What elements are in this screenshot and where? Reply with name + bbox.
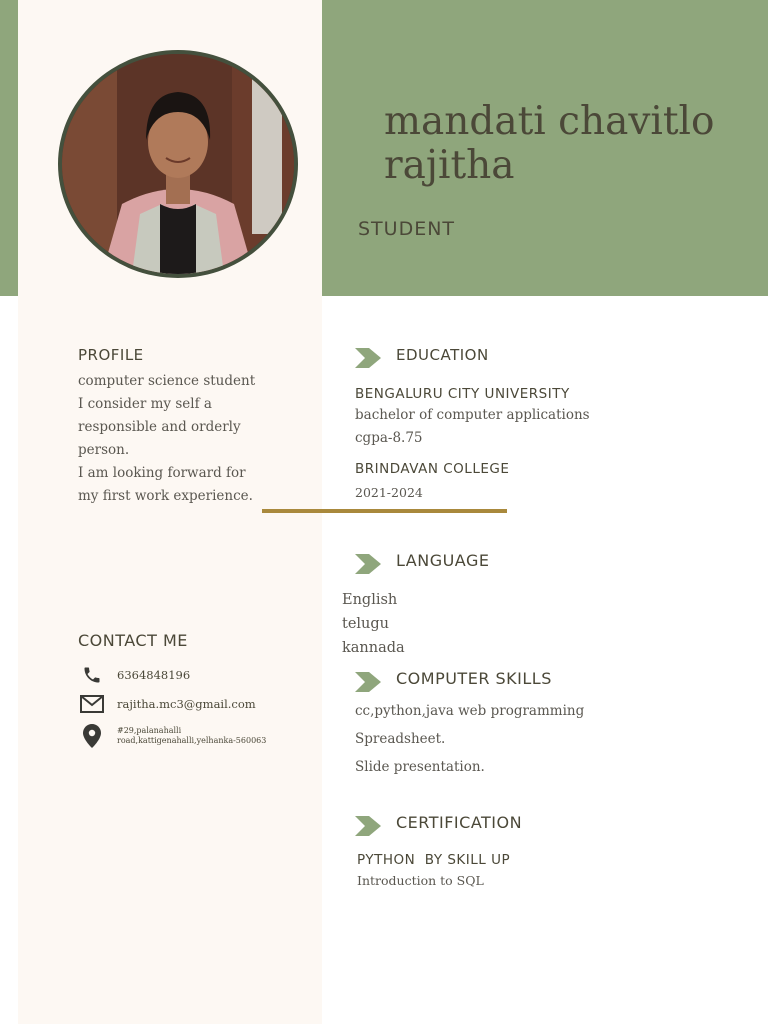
education-heading: EDUCATION <box>396 346 489 364</box>
chevron-right-icon <box>355 672 381 692</box>
university-name: BENGALURU CITY UNIVERSITY <box>355 386 570 402</box>
profile-line: computer science student <box>78 373 256 389</box>
skill-item: Slide presentation. <box>355 759 485 775</box>
skill-item: cc,python,java web programming <box>355 703 585 719</box>
profile-heading: PROFILE <box>78 346 144 364</box>
study-years: 2021-2024 <box>355 485 423 500</box>
job-title: STUDENT <box>358 218 456 240</box>
language-item: English <box>342 592 398 608</box>
full-name <box>384 100 754 188</box>
language-item: kannada <box>342 640 405 656</box>
chevron-right-icon <box>355 554 381 574</box>
divider-line <box>262 509 507 513</box>
name-line-2: rajitha <box>384 143 515 188</box>
profile-photo <box>58 50 298 278</box>
phone-number: 6364848196 <box>117 668 191 682</box>
language-heading: LANGUAGE <box>396 551 490 570</box>
certification-title: PYTHON BY SKILL UP <box>357 852 511 868</box>
profile-line: responsible and orderly <box>78 419 241 435</box>
phone-icon <box>80 663 104 687</box>
contact-email-row <box>80 692 256 716</box>
contact-heading: CONTACT ME <box>78 631 188 650</box>
certification-heading: CERTIFICATION <box>396 813 523 832</box>
chevron-right-icon <box>355 816 381 836</box>
location-pin-icon <box>80 724 104 748</box>
degree: bachelor of computer applications <box>355 407 590 423</box>
profile-text <box>78 370 255 508</box>
address-line-2: road,kattigenahalli,yelhanka-560063 <box>117 736 267 745</box>
profile-line: I consider my self a <box>78 396 212 412</box>
email-address: rajitha.mc3@gmail.com <box>117 697 256 711</box>
contact-address-row <box>80 724 287 748</box>
skills-heading: COMPUTER SKILLS <box>396 669 552 688</box>
certification-detail: Introduction to SQL <box>357 873 484 888</box>
address-line-1: #29,palanahalli <box>117 726 182 735</box>
mail-icon <box>80 692 104 716</box>
profile-line: I am looking forward for <box>78 465 246 481</box>
college-name: BRINDAVAN COLLEGE <box>355 461 510 477</box>
contact-phone-row <box>80 663 190 687</box>
profile-line: my first work experience. <box>78 488 253 504</box>
name-line-1: mandati chavitlo <box>384 99 715 144</box>
skill-item: Spreadsheet. <box>355 731 446 747</box>
cgpa: cgpa-8.75 <box>355 430 423 446</box>
language-item: telugu <box>342 616 390 632</box>
profile-line: person. <box>78 442 130 458</box>
chevron-right-icon <box>355 348 381 368</box>
address <box>117 726 287 746</box>
